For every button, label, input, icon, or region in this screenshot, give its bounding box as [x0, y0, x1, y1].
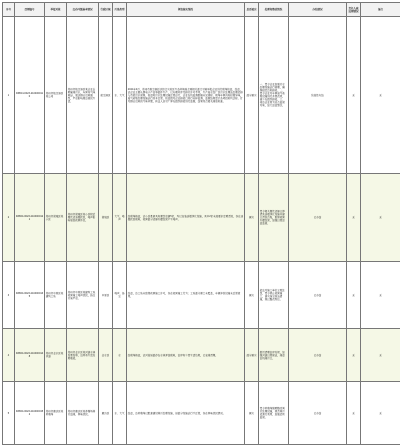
cell-punish: 无 — [347, 262, 361, 329]
cell-verified: 部分属实 — [245, 17, 259, 174]
cell-summary: 郑州市管城区某小区附近餐饮店油烟扰民，噪声影响居民夜间休息。 — [67, 174, 99, 262]
complaint-table — [2, 2, 400, 445]
header-status: 办结情况 — [289, 3, 347, 17]
cell-no: 5 — [3, 382, 15, 445]
cell-id: D3BJ4-0023-2104000135 — [15, 262, 45, 329]
header-handling: 处理和整改情况 — [259, 3, 289, 17]
cell-object: 郑州市航空港区某公司 — [45, 17, 67, 174]
cell-status: 已办结 — [289, 329, 347, 382]
cell-object: 郑州市惠济区某养殖场 — [45, 382, 67, 445]
cell-type: 水、大气 — [113, 17, 127, 174]
cell-summary: 郑州市航空港区某企业长期偷排污水，车间内气味刺鼻，周边群众反映强烈，严重影响周边居民生活。 — [67, 17, 99, 174]
cell-id: D3BJ4-0023-2104000148 — [15, 329, 45, 382]
cell-no: 3 — [3, 262, 15, 329]
cell-status: 阶段性办结 — [289, 17, 347, 174]
cell-no: 2 — [3, 174, 15, 262]
cell-no: 1 — [3, 17, 15, 174]
cell-remark: 无 — [361, 382, 400, 445]
header-id: 受理编号 — [15, 3, 45, 17]
cell-verified: 属实 — [245, 382, 259, 445]
cell-remark: 无 — [361, 329, 400, 382]
table-row — [3, 382, 400, 445]
cell-verified: 属实 — [245, 174, 259, 262]
header-type: 污染类型 — [113, 3, 127, 17]
cell-punish: 无 — [347, 174, 361, 262]
cell-investigation: 经查，该养殖场已配套建设粪污处理设施，但部分设施运行不正常，存在臭味扰民情况。 — [127, 382, 245, 445]
cell-punish: 无 — [347, 17, 361, 174]
cell-handling: 责令相关餐饮店铺立即清洗油烟净化设施并建立清洗台账，取缔夜间外摆经营，加强日常巡查监管。 — [259, 174, 289, 262]
cell-id: D3BJ4-0023-2104000121 — [15, 174, 45, 262]
cell-summary: 郑州市金水区某河道水体发黑发臭，沿岸有生活垃圾堆放。 — [67, 329, 99, 382]
cell-investigation: 经查，该工地未取得夜间施工许可，存在夜间施工行为；工地部分裸土未覆盖，车辆冲洗设施未正常使用。 — [127, 262, 245, 329]
table-row — [3, 329, 400, 382]
cell-district: 航空港区 — [99, 17, 113, 174]
cell-verified: 部分属实 — [245, 329, 259, 382]
header-verified: 是否属实 — [245, 3, 259, 17]
cell-type: 水、大气 — [113, 382, 127, 445]
header-no: 序号 — [3, 3, 15, 17]
cell-status: 已办结 — [289, 262, 347, 329]
cell-handling: 依法对施工单位立案处罚，责令停止夜间施工，落实扬尘防治措施，现已整改到位。 — [259, 262, 289, 329]
cell-object: 郑州市管城区某小区 — [45, 174, 67, 262]
cell-remark: 无 — [361, 174, 400, 262]
cell-object: 郑州市金水区某河道 — [45, 329, 67, 382]
table-header — [3, 3, 400, 17]
header-remark: 备注 — [361, 3, 400, 17]
cell-type: 大气、噪声 — [113, 174, 127, 262]
cell-handling: 组织清理沿岸垃圾，加强河道日常保洁，排查沿线排污口。 — [259, 329, 289, 382]
cell-district: 中原区 — [99, 262, 113, 329]
cell-type: 水 — [113, 329, 127, 382]
cell-district: 管城区 — [99, 174, 113, 262]
cell-status: 已办结 — [289, 174, 347, 262]
header-investigation: 调查核实情况 — [127, 3, 245, 17]
cell-handling: 责令养殖场限期整改粪污处理设施，规范粪污资源化利用，加强后续监管。 — [259, 382, 289, 445]
cell-id: D3BJ4-0023-2104000110 — [15, 17, 45, 174]
cell-verified: 属实 — [245, 262, 259, 329]
cell-summary: 郑州市中原区某建筑工地夜间施工噪声扰民，扬尘污染严重。 — [67, 262, 99, 329]
cell-investigation: 2021年4月，郑州市航空港经济综合实验区生态环境局会同相关部门对被举报企业进行现场检查。经查，该企业主要从事电子产品零部件生产，已办理环评及排污许可手续，生产废水经厂区污水处理站处理后排入市政污水管网。检查时污水处理设施正常运行，企业在线监测数据未见超标。现场车间内有轻微异味，废气收集处理设施运行基本正常。检查组对企业排放口进行采样监测，监测结果显示各项指标均达标。针对群众反映的气味问题，执法人员对厂界无组织排放进行监测，结果符合相关排放标准。 — [127, 17, 245, 174]
cell-district: 金水区 — [99, 329, 113, 382]
cell-punish: 无 — [347, 329, 361, 382]
table-row — [3, 262, 400, 329]
cell-no: 4 — [3, 329, 15, 382]
header-summary: 交办问题基本情况 — [67, 3, 99, 17]
cell-remark: 无 — [361, 17, 400, 174]
cell-id: D3BJ4-0023-2104000152 — [15, 382, 45, 445]
header-punish: 责任人被处理情况 — [347, 3, 361, 17]
cell-punish: 无 — [347, 382, 361, 445]
cell-remark: 无 — [361, 262, 400, 329]
cell-district: 惠济区 — [99, 382, 113, 445]
header-district: 行政区域 — [99, 3, 113, 17]
cell-status: 已办结 — [289, 382, 347, 445]
cell-summary: 郑州市惠济区某养殖场粪污直排，臭味扰民。 — [67, 382, 99, 445]
cell-type: 噪声、扬尘 — [113, 262, 127, 329]
cell-investigation: 经现场核查，该河段局部存在水体浑浊现象，沿岸有少量生活垃圾，已安排清理。 — [127, 329, 245, 382]
table-row — [3, 174, 400, 262]
cell-object: 郑州市中原区某建筑工地 — [45, 262, 67, 329]
cell-handling: 一、责令企业加强污水处理设施运行管理，确保稳定达标排放。二、责令企业对车间废气收集设施进行升级改造，减少无组织排放。三、将该企业列为重点监管对象，加大巡查频次。 — [259, 17, 289, 174]
header-object: 举报对象 — [45, 3, 67, 17]
cell-investigation: 经现场核查，该小区底商共有餐饮店铺5家，均已安装油烟净化设施，其中2家未按要求定期清洗，存在油烟扰民现象。夜间部分店铺外摆经营产生噪声。 — [127, 174, 245, 262]
table-row — [3, 17, 400, 174]
